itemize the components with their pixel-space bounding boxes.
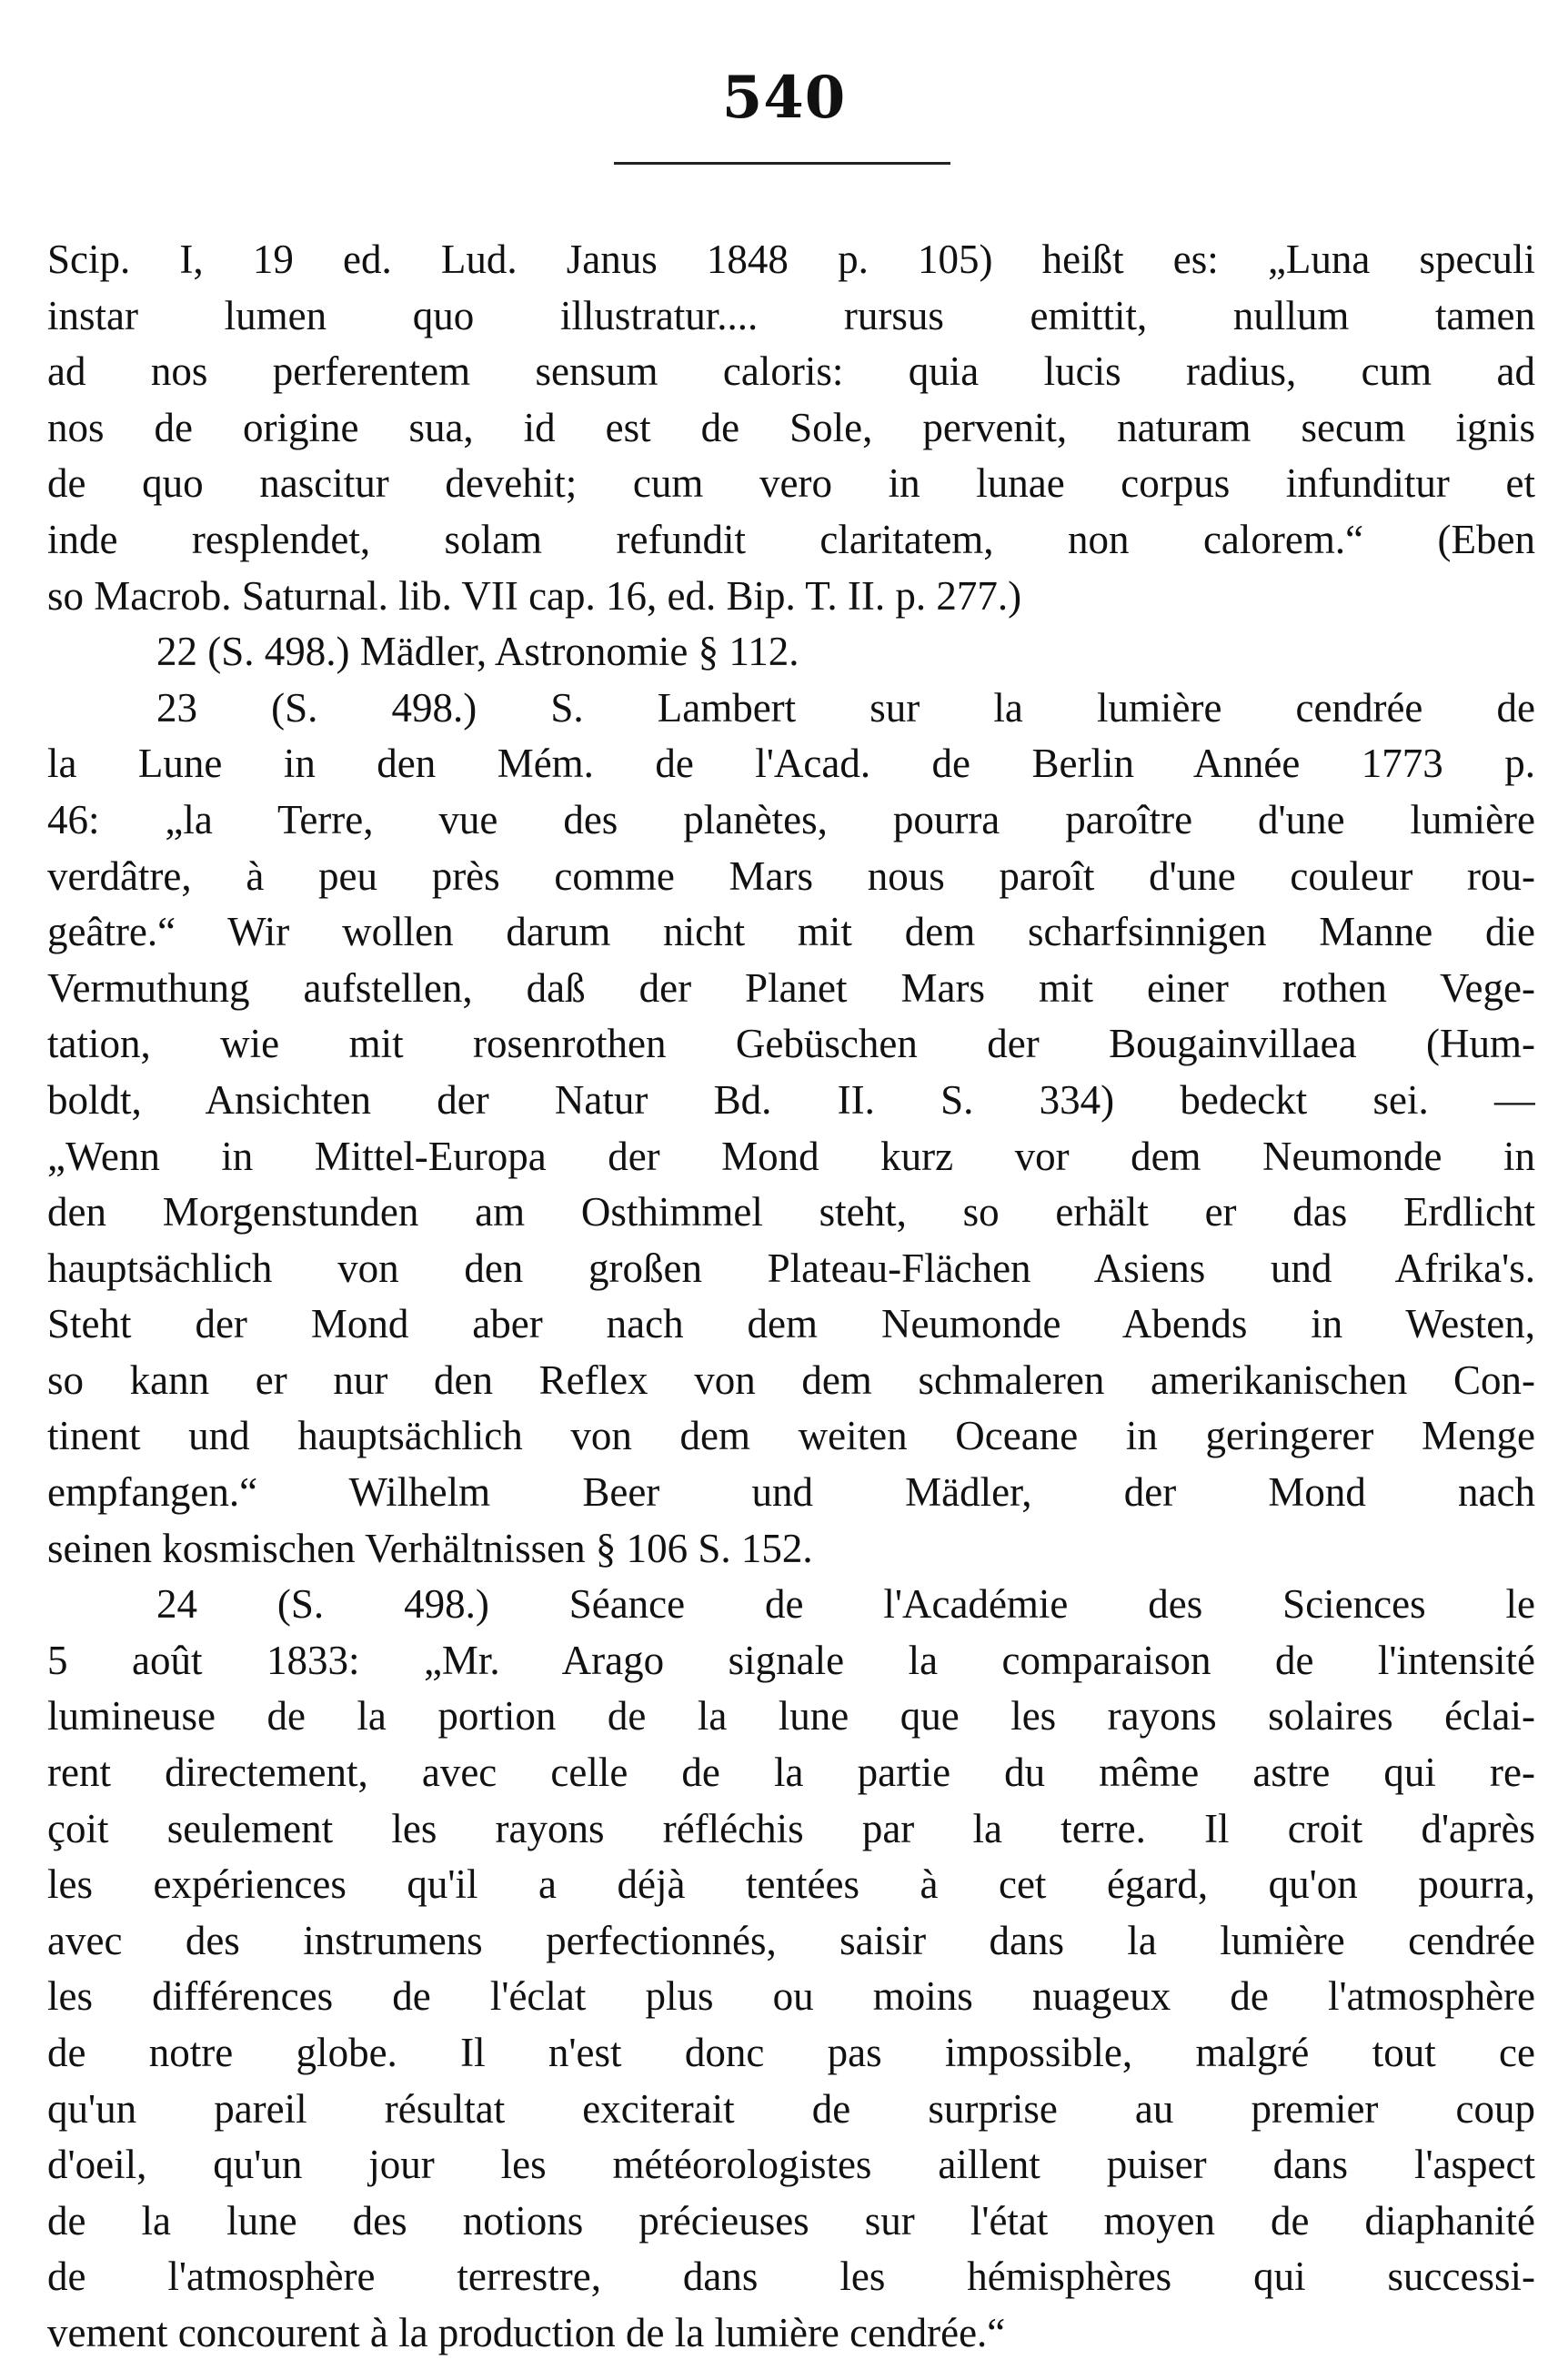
text-line: den Morgenstunden am Osthimmel steht, so erhält er das Erdlicht: [47, 1189, 1535, 1235]
footnote-23: 23 (S. 498.) S. Lambert sur la lumière cendrée de: [156, 684, 1535, 731]
text-line: inde resplendet, solam refundit claritatem, non calorem.“ (Eben: [47, 516, 1535, 562]
text-line: verdâtre, à peu près comme Mars nous paroît d'une couleur rou-: [47, 852, 1535, 899]
text-line: nos de origine sua, id est de Sole, pervenit, naturam secum ignis: [47, 404, 1535, 450]
text-line: instar lumen quo illustratur.... rursus emittit, nullum tamen: [47, 292, 1535, 338]
text-line: Steht der Mond aber nach dem Neumonde Abends in Westen,: [47, 1301, 1535, 1347]
text-line: so Macrob. Saturnal. lib. VII cap. 16, ed. Bip. T. II. p. 277.): [47, 572, 1022, 619]
text-line: so kann er nur den Reflex von dem schmaleren amerikanischen Con-: [47, 1356, 1535, 1403]
text-line: de la lune des notions précieuses sur l'état moyen de diaphanité: [47, 2197, 1535, 2244]
text-line: Scip. I, 19 ed. Lud. Janus 1848 p. 105) heißt es: „Luna speculi: [47, 237, 1535, 282]
text-line: vement concourent à la production de la lumière cendrée.“: [47, 2309, 1006, 2355]
footnote-22: 22 (S. 498.) Mädler, Astronomie § 112.: [156, 629, 799, 675]
text-line: ad nos perferentem sensum caloris: quia lucis radius, cum ad: [47, 348, 1535, 395]
text-line: d'oeil, qu'un jour les météorologistes aillent puiser dans l'aspect: [47, 2142, 1535, 2188]
text-line: tinent und hauptsächlich von dem weiten Oceane in geringerer Menge: [47, 1413, 1535, 1459]
text-line: hauptsächlich von den großen Plateau-Flächen Asiens und Afrika's.: [47, 1245, 1535, 1291]
text-line: „Wenn in Mittel-Europa der Mond kurz vor dem Neumonde in: [47, 1133, 1535, 1179]
text-line: de quo nascitur devehit; cum vero in lunae corpus infunditur et: [47, 460, 1535, 507]
text-line: tation, wie mit rosenrothen Gebüschen der Bougainvillaea (Hum-: [47, 1021, 1535, 1067]
footnote-24: 24 (S. 498.) Séance de l'Académie des Sciences le: [156, 1581, 1535, 1628]
text-line: avec des instrumens perfectionnés, saisir dans la lumière cendrée: [47, 1917, 1535, 1963]
text-line: qu'un pareil résultat exciterait de surprise au premier coup: [47, 2085, 1535, 2132]
text-line: boldt, Ansichten der Natur Bd. II. S. 334) bedeckt sei. —: [47, 1076, 1535, 1123]
text-line: empfangen.“ Wilhelm Beer und Mädler, der Mond nach: [47, 1469, 1535, 1516]
text-line: les expériences qu'il a déjà tentées à cet égard, qu'on pourra,: [47, 1861, 1535, 1908]
text-line: 46: „la Terre, vue des planètes, pourra paroître d'une lumière: [47, 796, 1535, 842]
page-number: 540: [721, 64, 847, 132]
header-rule: [614, 162, 950, 165]
text-line: rent directement, avec celle de la partie du même astre qui re-: [47, 1750, 1535, 1796]
text-line: 5 août 1833: „Mr. Arago signale la comparaison de l'intensité: [47, 1637, 1535, 1683]
text-line: geâtre.“ Wir wollen darum nicht mit dem scharfsinnigen Manne die: [47, 909, 1535, 955]
footnotes-text: [47, 232, 1535, 2362]
text-line: les différences de l'éclat plus ou moins nuageux de l'atmosphère: [47, 1973, 1535, 2020]
text-line: lumineuse de la portion de la lune que les rayons solaires éclai-: [47, 1693, 1535, 1740]
text-line: seinen kosmischen Verhältnissen § 106 S. 152.: [47, 1525, 813, 1571]
text-line: de l'atmosphère terrestre, dans les hémisphères qui successi-: [47, 2254, 1535, 2300]
text-line: de notre globe. Il n'est donc pas impossible, malgré tout ce: [47, 2030, 1535, 2075]
text-line: la Lune in den Mém. de l'Acad. de Berlin Année 1773 p.: [47, 741, 1535, 787]
text-line: çoit seulement les rayons réfléchis par la terre. Il croit d'après: [47, 1805, 1535, 1851]
text-line: Vermuthung aufstellen, daß der Planet Mars mit einer rothen Vege-: [47, 964, 1535, 1011]
